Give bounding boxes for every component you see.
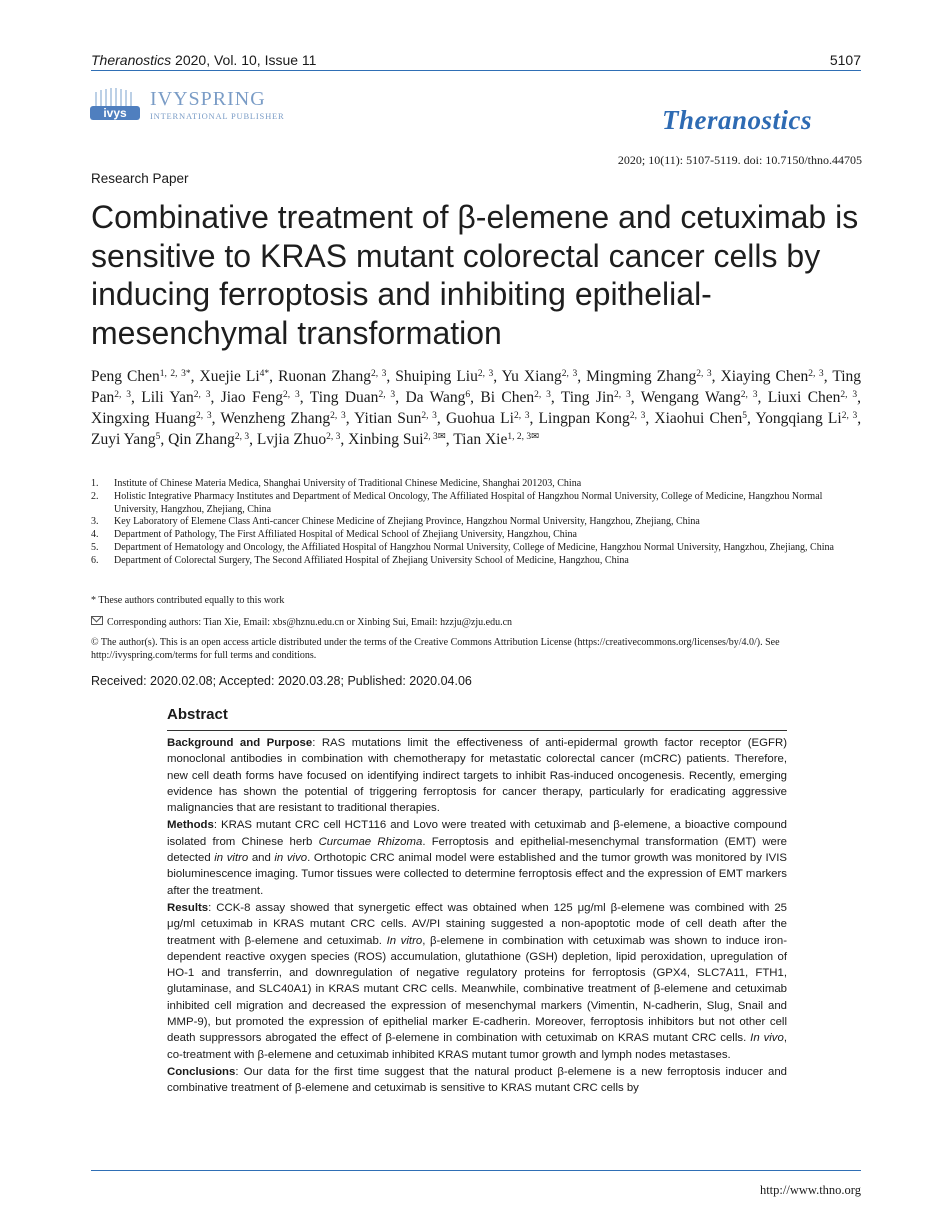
journal-logo: Theranostics bbox=[662, 105, 813, 135]
header-rule bbox=[91, 70, 861, 71]
license-note: © The author(s). This is an open access article distributed under the terms of the Creative Commons Attribution License (https://creativecommons.org/licenses/by/4.0/). See http://ivyspring.com/terms for full terms and conditions. bbox=[91, 637, 780, 661]
author-name: Ruonan Zhang bbox=[278, 368, 371, 385]
footer-rule bbox=[91, 1170, 861, 1171]
abstract-background: Background and Purpose: RAS mutations limit the effectiveness of anti-epidermal growth factor receptor (EGFR) monoclonal antibodies in combination with chemotherapy for metastatic colorectal cancer (mCRC) patients. Therefore, new cell death forms have focused on identifying indirect targets to inhibit Ras-induced oncogenesis. Recently, emerging evidence has shown the potential of triggering ferroptosis for cancer therapy, particularly for eradicating aggressive malignancies that are resistant to traditional therapies. bbox=[167, 737, 787, 815]
affiliation-number: 2. bbox=[91, 490, 99, 502]
author-name: Xuejie Li bbox=[199, 368, 260, 385]
affiliation-text: Department of Colorectal Surgery, The Second Affiliated Hospital of Zhejiang University School of Medicine, Hangzhou, China bbox=[114, 554, 629, 566]
article-dates: Received: 2020.02.08; Accepted: 2020.03.28; Published: 2020.04.06 bbox=[91, 674, 472, 688]
author bbox=[768, 389, 857, 406]
author-affiliation-marker: 6 bbox=[465, 390, 471, 400]
author-affiliation-marker: 2, 3✉ bbox=[423, 432, 446, 442]
author-affiliation-marker: 2, 3 bbox=[326, 432, 341, 442]
author bbox=[446, 410, 530, 427]
ivy-logo-icon bbox=[88, 86, 148, 126]
affiliation-number: 4. bbox=[91, 529, 99, 541]
author-name: Lingpan Kong bbox=[538, 410, 630, 427]
citation: 2020; 10(11): 5107-5119. doi: 10.7150/thno.44705 bbox=[617, 153, 862, 167]
author-name: Lvjia Zhuo bbox=[256, 431, 327, 448]
author-name: Ting Jin bbox=[560, 389, 615, 406]
article-type: Research Paper bbox=[91, 171, 189, 186]
author-name: Liuxi Chen bbox=[767, 389, 841, 406]
author-name: Yu Xiang bbox=[501, 368, 562, 385]
running-head bbox=[91, 52, 861, 68]
author-affiliation-marker: 1, 2, 3✉ bbox=[507, 432, 540, 442]
methods-label: Methods bbox=[167, 819, 214, 832]
corresponding-authors-text: Corresponding authors: Tian Xie, Email: xbs@hznu.edu.cn or Xinbing Sui, Email: hzzju@zju.edu.cn bbox=[107, 617, 513, 628]
author bbox=[480, 389, 550, 406]
running-head-journal: Theranostics bbox=[91, 52, 172, 68]
affiliations-list bbox=[91, 478, 861, 568]
affiliation-item bbox=[91, 529, 861, 542]
author bbox=[354, 410, 437, 427]
author-affiliation-marker: 2, 3 bbox=[513, 411, 530, 421]
author-name: Tian Xie bbox=[453, 431, 508, 448]
author-name: Xiaying Chen bbox=[720, 368, 809, 385]
affiliation-text: Department of Hematology and Oncology, the Affiliated Hospital of Hangzhou Normal University, College of Medicine, Hangzhou Normal University, Hangzhou, Zhejiang, China bbox=[114, 541, 834, 553]
author-name: Yitian Sun bbox=[354, 410, 422, 427]
author bbox=[395, 368, 493, 385]
affiliation-item bbox=[91, 478, 861, 491]
publisher-subtitle: INTERNATIONAL PUBLISHER bbox=[150, 111, 285, 121]
background-label: Background and Purpose bbox=[167, 737, 313, 749]
author-affiliation-marker: 2, 3 bbox=[421, 411, 437, 421]
author-name: Qin Zhang bbox=[168, 431, 235, 448]
author-name: Jiao Feng bbox=[220, 389, 284, 406]
affiliation-item bbox=[91, 491, 861, 517]
affiliation-number: 1. bbox=[91, 478, 99, 489]
author-affiliation-marker: 2, 3 bbox=[330, 411, 346, 421]
author-name: Wengang Wang bbox=[640, 389, 741, 406]
author-affiliation-marker: 2, 3 bbox=[561, 369, 578, 379]
author bbox=[310, 389, 395, 406]
author-affiliation-marker: 4* bbox=[259, 369, 270, 379]
affiliation-text: Key Laboratory of Elemene Class Anti-cancer Chinese Medicine of Zhejiang Province, Hangzhou Normal University, Hangzhou, Zhejiang, China bbox=[114, 516, 700, 528]
author bbox=[278, 368, 386, 385]
abstract-methods: Methods: KRAS mutant CRC cell HCT116 and Lovo were treated with cetuximab and β-elemene, a bioactive compound isolated from Chinese herb Curcumae Rhizoma. Ferroptosis and epithelial-mesenchymal transformation (EMT) were detected in vitro and in vivo. Orthotopic CRC animal model were established and the tumor growth was monitored by IVIS bioluminescence imaging. Tumor tissues were collected to determine ferroptosis effect and the expression of EMT markers after the treatment. bbox=[167, 819, 788, 897]
affiliation-item bbox=[91, 555, 861, 568]
author-affiliation-marker: 2, 3 bbox=[841, 411, 858, 421]
results-label: Results bbox=[167, 901, 209, 914]
author-name: Mingming Zhang bbox=[586, 368, 697, 385]
author-name: Xinbing Sui bbox=[348, 431, 424, 448]
running-head-issue: 2020, Vol. 10, Issue 11 bbox=[171, 52, 317, 68]
author-name: Peng Chen bbox=[91, 368, 160, 385]
abstract-heading: Abstract bbox=[167, 706, 228, 723]
author bbox=[654, 410, 747, 427]
svg-text:ivys: ivys bbox=[103, 106, 127, 120]
author bbox=[221, 389, 300, 406]
author bbox=[641, 389, 758, 406]
author-affiliation-marker: 2, 3 bbox=[840, 390, 858, 400]
author bbox=[561, 389, 631, 406]
publisher-name: IVYSPRING bbox=[150, 88, 266, 110]
author bbox=[539, 410, 646, 427]
author-affiliation-marker: 2, 3 bbox=[614, 390, 631, 400]
affiliation-text: Holistic Integrative Pharmacy Institutes and Department of Medical Oncology, The Affiliated Hospital of Hangzhou Normal University, College of Medicine, Hangzhou Normal University, Hangzhou, Zhejiang, China bbox=[114, 490, 823, 515]
author bbox=[348, 431, 446, 448]
author-affiliation-marker: 1, 2, 3* bbox=[159, 369, 191, 379]
author-name: Wenzheng Zhang bbox=[220, 410, 331, 427]
author-affiliation-marker: 5 bbox=[155, 432, 161, 442]
page-number: 5107 bbox=[829, 52, 861, 68]
author-name: Yongqiang Li bbox=[755, 410, 842, 427]
author bbox=[141, 389, 210, 406]
author bbox=[91, 431, 160, 448]
author-affiliation-marker: 2, 3 bbox=[370, 369, 387, 379]
author-name: Bi Chen bbox=[480, 389, 535, 406]
envelope-icon bbox=[91, 616, 103, 625]
author-name: Xingxing Huang bbox=[91, 410, 197, 427]
affiliation-number: 6. bbox=[91, 554, 99, 566]
author-affiliation-marker: 2, 3 bbox=[477, 369, 494, 379]
author bbox=[586, 368, 712, 385]
author-name: Shuiping Liu bbox=[395, 368, 478, 385]
author-affiliation-marker: 2, 3 bbox=[196, 411, 212, 421]
author-affiliation-marker: 2, 3 bbox=[629, 411, 646, 421]
author bbox=[257, 431, 341, 448]
author-name: Ting Pan bbox=[91, 368, 862, 406]
abstract-results: Results: CCK-8 assay showed that synergetic effect was obtained when 125 μg/ml β-elemene was combined with 25 μg/ml cetuximab in KRAS mutant CRC cells. AV/PI staining suggested a non-apoptotic mode of cell death after the treatment with β-elemene and cetuximab. In vitro, β-elemene in combination with cetuximab was shown to induce iron-dependent reactive oxygen species (ROS) accumulation, glutathione (GSH) depletion, lipid peroxidation, upregulation of HO-1 and transferrin, and downregulation of negative regulatory proteins for ferroptosis (GPX4, SLC7A11, FTH1, glutaminase, and SLC40A1) in KRAS mutant CRC cells. Meanwhile, combinative treatment of β-elemene and cetuximab inhibited cell migration and decreased the expression of mesenchymal markers (Vimentin, N-cadherin, Slug, Snail and MMP-9), but promoted the expression of epithelial marker E-cadherin. Moreover, ferroptosis inhibitors but not other cell death suppressors abrogated the effect of β-elemene in combination with cetuximab on KRAS mutant CRC cells. In vivo, co-treatment with β-elemene and cetuximab inhibited KRAS mutant tumor growth and lymph nodes metastases. bbox=[167, 901, 788, 1061]
affiliation-number: 5. bbox=[91, 541, 99, 553]
author bbox=[220, 410, 345, 427]
author bbox=[453, 431, 539, 448]
author-name: Xiaohui Chen bbox=[654, 410, 743, 427]
author-affiliation-marker: 2, 3 bbox=[114, 390, 131, 400]
page-title: Combinative treatment of β-elemene and cetuximab is sensitive to KRAS mutant colorectal cancer cells by inducing ferroptosis and inhibiting epithelial-mesenchymal transformation bbox=[91, 199, 859, 351]
author bbox=[502, 368, 578, 385]
affiliation-item bbox=[91, 542, 861, 555]
affiliation-text: Institute of Chinese Materia Medica, Shanghai University of Traditional Chinese Medicine, Shanghai 201203, China bbox=[114, 478, 582, 489]
abstract-conclusions: Conclusions: Our data for the first time suggest that the natural product β-elemene is a new ferroptosis inducer and combinative treatment of β-elemene and cetuximab is sensitive to KRAS mutant CRC cells by bbox=[167, 1065, 787, 1095]
author-name: Lili Yan bbox=[141, 389, 194, 406]
journal-website-link[interactable]: http://www.thno.org bbox=[759, 1183, 861, 1197]
author-affiliation-marker: 2, 3 bbox=[193, 390, 211, 400]
author-name: Ting Duan bbox=[309, 389, 379, 406]
author-affiliation-marker: 2, 3 bbox=[234, 432, 250, 442]
author-affiliation-marker: 2, 3 bbox=[534, 390, 551, 400]
author-name: Zuyi Yang bbox=[91, 431, 156, 448]
affiliation-number: 3. bbox=[91, 516, 99, 528]
author bbox=[200, 368, 270, 385]
author-affiliation-marker: 2, 3 bbox=[808, 369, 824, 379]
abstract-body bbox=[167, 735, 787, 1098]
author-list: Peng Chen$^{1, 2, 3*}$, Xuejie $Li^{4*}$, Ruonan Zhang$^{2, 3}$, Shuiping Liu$^{2, 3}$, Yu Xiang$^{2, 3}$, Mingming Zhang$^{2, 3}$, Xiaying Chen$^{2, 3}$, Ting Pan$^{2, 3}$, Lili Yan$^{2, 3}$, Jiao Feng$^{2, 3}$, Ting Duan$^{2, 3}$, Da Wang$^6$, Bi Chen$^{2, 3}$, Ting Jin$^{2, 3}$, Wengang Wang$^{2, 3}$, Liuxi Chen$^{2, 3}$, Xingxing Huang$^{2, 3}$, Wenzheng Zhang$^{2, 3}$, Yitian Sun$^{2, 3}$, Guohua Li$^{2, 3}$, Lingpan Kong$^{2, 3}$, Xiaohui Chen$^5$, Yongqiang Li$^{2, 3}$, Zuyi Yang$^5$, Qin Zhang$^{2, 3}$, Lvjia Zhuo$^{2, 3}$, Xinbing Sui$^{2, 3✉}$, Tian Xie$^{1, 2, 3✉}$ bbox=[91, 368, 862, 448]
author-name: Da Wang bbox=[405, 389, 466, 406]
affiliation-text: Department of Pathology, The First Affiliated Hospital of Medical School of Zhejiang University, Hangzhou, China bbox=[114, 529, 577, 541]
conclusions-label: Conclusions bbox=[167, 1065, 236, 1078]
abstract-rule bbox=[167, 730, 787, 731]
author bbox=[91, 410, 212, 427]
author-affiliation-marker: 2, 3 bbox=[283, 390, 300, 400]
author bbox=[168, 431, 249, 448]
author-affiliation-marker: 2, 3 bbox=[740, 390, 758, 400]
author bbox=[91, 368, 191, 385]
author-affiliation-marker: 2, 3 bbox=[378, 390, 396, 400]
author-name: Guohua Li bbox=[445, 410, 514, 427]
author bbox=[405, 389, 470, 406]
author-affiliation-marker: 5 bbox=[742, 411, 747, 421]
corresponding-authors-note bbox=[91, 616, 861, 630]
author bbox=[755, 410, 857, 427]
author-affiliation-marker: 2, 3 bbox=[696, 369, 712, 379]
affiliation-item bbox=[91, 516, 861, 529]
equal-contribution-note: * These authors contributed equally to this work bbox=[91, 595, 285, 606]
author bbox=[721, 368, 824, 385]
